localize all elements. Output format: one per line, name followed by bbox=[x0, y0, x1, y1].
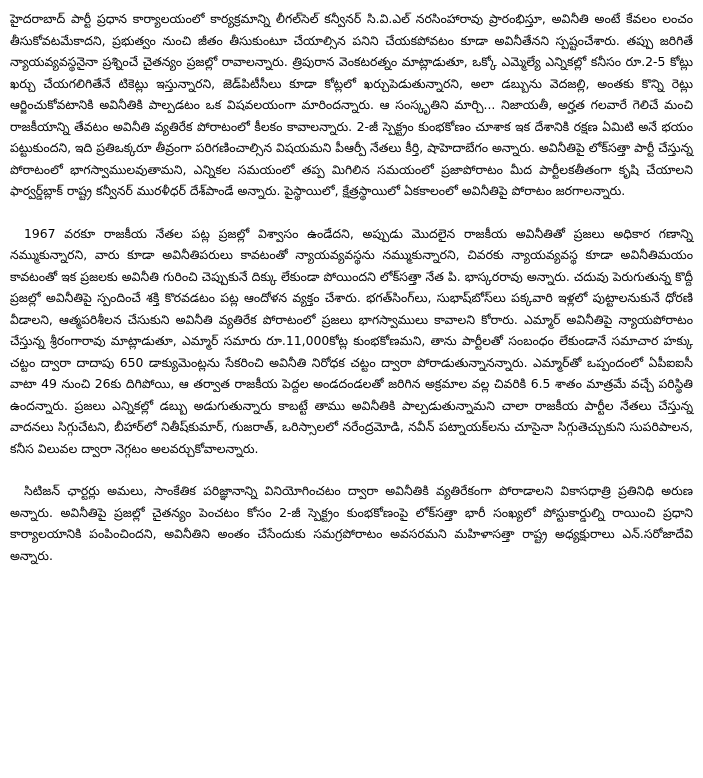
article-paragraph-1: హైదరాబాద్ పార్టీ ప్రధాన కార్యాలయంలో కార్యక్రమాన్ని లీగల్‌సెల్ కన్వీనర్ సి.వి.ఎల్ నరసింహారావు ప్రారంభిస్తూ, అవినీతి అంటే కేవలం లంచం తీసుకోవటమేకాదని, ప్రభుత్వం నుంచి జీతం తీసుకుంటూ చేయాల్సిన పనిని చేయకపోవటం కూడా అవినీతేనని స్పష్టంచేశారు. తప్పు జరిగితే న్యాయవ్యవస్థనైనా ప్రశ్నించే చైతన్యం ప్రజల్లో రావాలన్నారు. త్రిపురాన వెంకటరత్నం మాట్లాడుతూ, ఒక్కో ఎమ్మెల్యే ఎన్నికల్లో కనీసం రూ.2-5 కోట్లు ఖర్చు చేయగలిగితేనే టికెట్లు ఇస్తున్నారని, జెడ్‌పిటీసీలు కూడా కోట్లలో ఖర్చుపెడుతున్నారని, అలా డబ్బును వెదజల్లి, అంతకు కొన్ని రెట్లు ఆర్జించుకోవటానికి అవినీతికి పాల్పడటం ఒక విషవలయంగా మారిందన్నారు. ఆ సంస్కృతిని మార్చి... నిజాయతీ, అర్హత గలవారే గెలిచే మంచి రాజకీయాన్ని తేవటం అవినీతి వ్యతిరేక పోరాటంలో కీలకం కావాలన్నారు. 2-జీ స్పెక్ట్రం కుంభకోణం చూశాక ఇక దేశానికి రక్షణ ఏమిటి అనే భయం పట్టుకుందని, ఇది ప్రతిఒక్కరూ తీవ్రంగా పరిగణించాల్సిన విషయమని పీఆర్పీ నేతలు కీర్తి, షాహెదాబేగం అన్నారు. అవినీతిపై లోక్‌సత్తా పార్టీ చేస్తున్న పోరాటంలో భాగస్వాములవుతామని, ఎన్నికల సమయంలో తప్ప మిగిలిన సమయంలో ప్రజాపోరాటం మీద పార్టీలకతీతంగా కృషి చేయాలని ఫార్వర్డ్‌బ్లాక్ రాష్ట్ర కన్వీనర్ మురళీధర్ దేశ్‌పాండే అన్నారు. పైస్థాయిలో, క్షేత్రస్థాయిలో ఏకకాలంలో అవినీతిపై పోరాటం జరగాలన్నారు. bbox=[10, 11, 693, 198]
article-paragraph-2: 1967 వరకూ రాజకీయ నేతల పట్ల ప్రజల్లో విశ్వాసం ఉండేదని, అప్పుడు మొదలైన రాజకీయ అవినీతితో ప్రజలు అధికార గణాన్ని నమ్ముకున్నారని, వారు కూడా అవినీతిపరులు కావటంతో న్యాయవ్యవస్థను నమ్ముకున్నారని, చివరకు న్యాయవ్యవస్థ కూడా అవినీతిమయం కావటంతో ఇక ప్రజలకు అవినీతి గురించి చెప్పుకునే దిక్కు లేకుండా పోయిందని లోక్‌సత్తా నేత పి. భాస్కరరావు అన్నారు. చదువు పెరుగుతున్న కొద్దీ ప్రజల్లో అవినీతిపై స్పందించే శక్తి కొరవడటం పట్ల ఆందోళన వ్యక్తం చేశారు. భగత్‌సింగ్‌లు, సుభాష్‌బోస్‌లు పక్కవారి ఇళ్లలో పుట్టాలనుకునే ధోరణి వీడాలని, ఆత్మపరిశీలన చేసుకుని అవినీతి వ్యతిరేక పోరాటంలో ప్రజలు భాగస్వాములు కావాలని కోరారు. ఎమ్మార్ అవినీతిపై న్యాయపోరాటం చేస్తున్న శ్రీరంగారావు మాట్లాడుతూ, ఎమ్మార్ సమారు రూ.11,000కోట్ల కుంభకోణమని, తాను పార్టీలతో సంబంధం లేకుండానే సమాచార హక్కు చట్టం ద్వారా దాదాపు 650 డాక్యుమెంట్లను సేకరించి అవినీతి నిరోధక చట్టం ద్వారా పోరాడుతున్నానన్నారు. ఎమ్మార్‌తో ఒప్పందంలో ఏపీఐఐసీ వాటా 49 నుంచి 26కు దిగిపోయి, ఆ తర్వాత రాజకీయ పెద్దల అండదండలతో జరిగిన అక్రమాల వల్ల చివరికి 6.5 శాతం మాత్రమే వచ్చే పరిస్థితి ఉందన్నారు. ప్రజలు ఎన్నికల్లో డబ్బు అడుగుతున్నారు కాబట్టే తాము అవినీతికి పాల్పడుతున్నామని చాలా రాజకీయ పార్టీల నేతలు చేస్తున్న వాదనలు సిగ్గుచేటని, బీహార్‌లో నితీష్‌కుమార్, గుజరాత్, ఒరిస్సాలలో నరేంద్రమోడి, నవీన్ పట్నాయక్‌లను చూసైనా సిగ్గుతెచ్చుకుని సుపరిపాలన, కనీస విలువల ద్వారా నెగ్గటం అలవర్చుకోవాలన్నారు. bbox=[10, 225, 693, 456]
article-paragraph-3: సిటిజన్ ఛార్టర్లు అమలు, సాంకేతిక పరిజ్ఞానాన్ని వినియోగించటం ద్వారా అవినీతికి వ్యతిరేకంగా పోరాడాలని వికాసధాత్రి ప్రతినిధి అరుణ అన్నారు. అవినీతిపై ప్రజల్లో చైతన్యం పెంచటం కోసం 2-జీ స్పెక్ట్రం కుంభకోణంపై లోక్‌సత్తా భారీ సంఖ్యలో పోస్టుకార్డుల్ని రాయించి ప్రధాని కార్యాలయానికి పంపించిందని, అవినీతిని అంతం చేసేందుకు సమగ్రపోరాటం అవసరమని మహిళాసత్తా రాష్ట్ర అధ్యక్షురాలు ఎన్.సరోజాదేవి అన్నారు. bbox=[10, 483, 693, 563]
